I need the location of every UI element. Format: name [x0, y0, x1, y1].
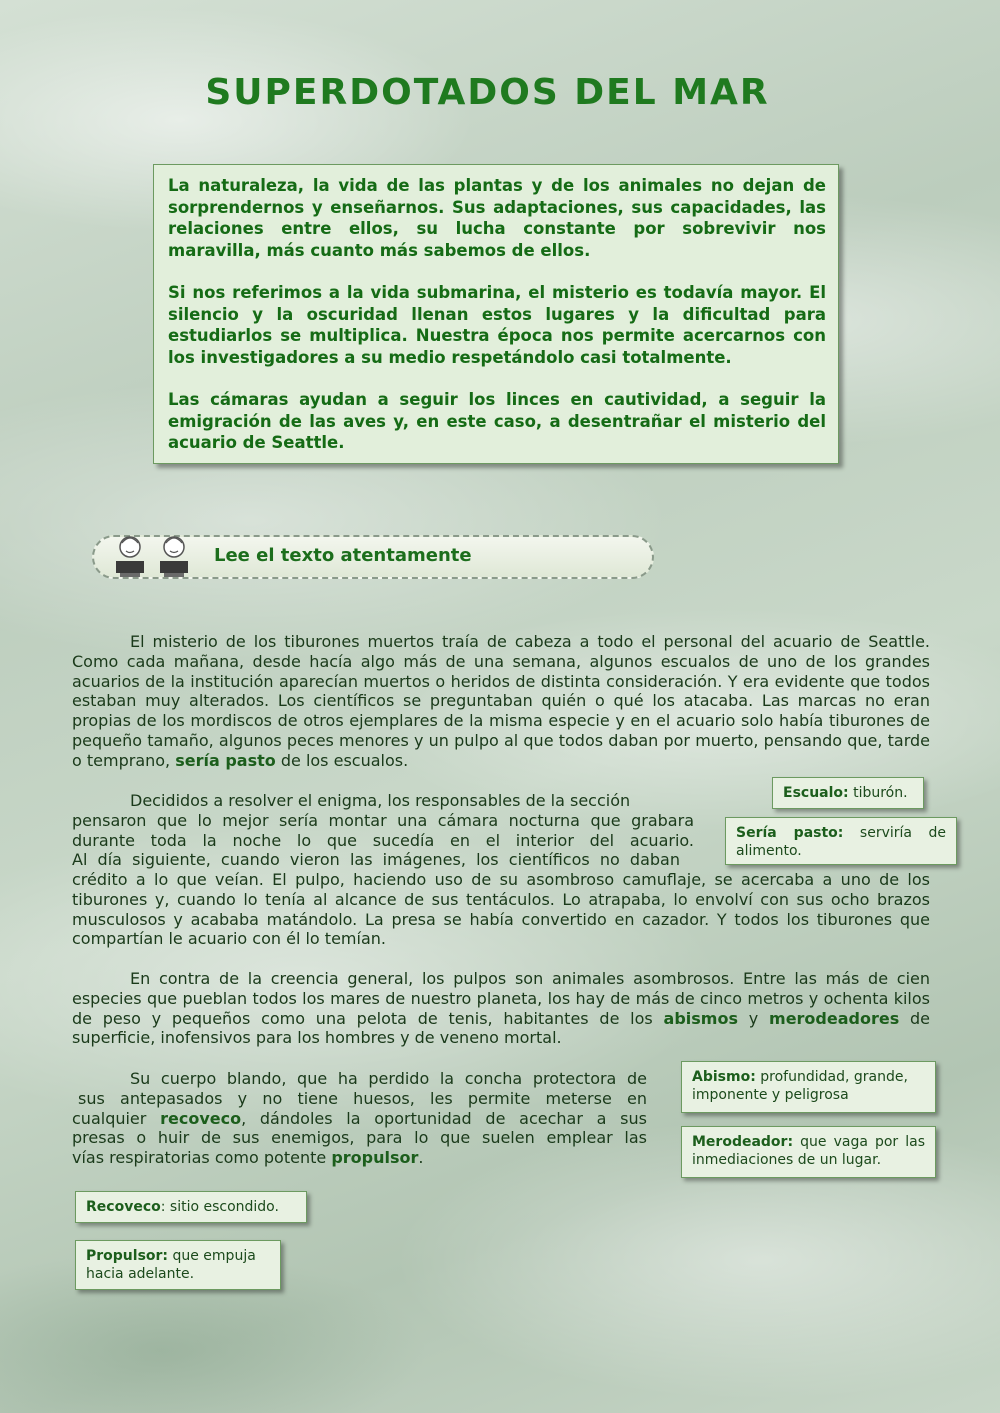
story-paragraph-2-rest: crédito a lo que veían. El pulpo, haciendo uso de su asombroso camuflaje, se acercaba a uno de los tiburones y, cuando lo tenía al alcance de sus tentáculos. Lo atrapaba, lo envolví con sus ocho brazos musculosos y acababa matándolo. La presa se había convertido en cazador. Y todos los tiburones que compartían le acuario con él lo temían.: [72, 870, 930, 949]
glossary-escualo: Escualo: tiburón.: [772, 777, 924, 809]
story-paragraph-2-top: Decididos a resolver el enigma, los responsables de la sección pensaron que lo mejor sería montar una cámara nocturna que grabara durante toda la noche lo que sucedía en el interior del acuario. Al día siguiente, cuando vieron las imágenes, los científicos no daban: [72, 791, 694, 870]
term-recoveco: recoveco: [160, 1108, 242, 1128]
intro-paragraph-1: La naturaleza, la vida de las plantas y de los animales no dejan de sorprendernos y enseñarnos. Sus adaptaciones, sus capacidades, las relaciones entre ellos, su lucha constante por sobrevivir nos maravilla, más cuanto más sabemos de ellos.: [168, 176, 826, 260]
page-title: SUPERDOTADOS DEL MAR: [205, 72, 770, 113]
glossary-recoveco: Recoveco: sitio escondido.: [75, 1191, 307, 1223]
intro-paragraph-3: Las cámaras ayudan a seguir los linces en cautividad, a seguir la emigración de las aves y, en este caso, a desentrañar el misterio del acuario de Seattle.: [168, 390, 826, 452]
instruction-banner: [92, 535, 654, 579]
glossary-abismo: Abismo: profundidad, grande, imponente y peligrosa: [681, 1061, 936, 1113]
intro-paragraph-2: Si nos referimos a la vida submarina, el misterio es todavía mayor. El silencio y la oscuridad llenan estos lugares y la dificultad para estudiarlos se multiplica. Nuestra época nos permite acercarnos con los investigadores a su medio respetándolo casi totalmente.: [168, 283, 826, 367]
glossary-propulsor: Propulsor: que empuja hacia adelante.: [75, 1240, 281, 1290]
glossary-seria-pasto: Sería pasto: serviría de alimento.: [725, 817, 957, 865]
term-merodeadores: merodeadores: [769, 1008, 900, 1028]
term-propulsor: propulsor: [331, 1148, 419, 1168]
term-abismos: abismos: [663, 1008, 738, 1028]
story-paragraph-3: En contra de la creencia general, los pulpos son animales asombrosos. Entre las más de cien especies que pueblan todos los mares de nuestro planeta, los hay de más de cinco metros y ochenta kilos de peso y pequeños como una pelota de tenis, habitantes de los abismos y merodeadores de superficie, inofensivos para los hombres y de veneno mortal.: [72, 969, 931, 1048]
instruction-label: Lee el texto atentamente: [214, 545, 472, 566]
story-paragraph-4: Su cuerpo blando, que ha perdido la concha protectora de sus antepasados y no tiene huesos, les permite meterse en cualquier recoveco, dándoles la oportunidad de acechar a sus presas o huir de sus enemigos, para lo que suelen emplear las vías respiratorias como potente propulsor.: [72, 1069, 647, 1168]
students-reading-icon: [108, 531, 198, 579]
intro-box: [153, 164, 839, 464]
story-paragraph-1: El misterio de los tiburones muertos traía de cabeza a todo el personal del acuario de Seattle. Como cada mañana, desde hacía algo más de una semana, algunos escualos de uno de los grandes acuarios de la institución aparecían muertos o heridos de distinta consideración. Y era evidente que todos estaban muy alterados. Los científicos se preguntaban quién o qué los atacaba. Las marcas no eran propias de los mordiscos de otros ejemplares de la misma especie y en el acuario solo había tiburones de pequeño tamaño, algunos peces menores y un pulpo al que todos daban por muerto, pensando que, tarde o temprano, sería pasto de los escualos.: [72, 632, 930, 770]
glossary-merodeador: Merodeador: que vaga por las inmediaciones de un lugar.: [681, 1126, 936, 1178]
term-seria-pasto: sería pasto: [175, 750, 276, 770]
